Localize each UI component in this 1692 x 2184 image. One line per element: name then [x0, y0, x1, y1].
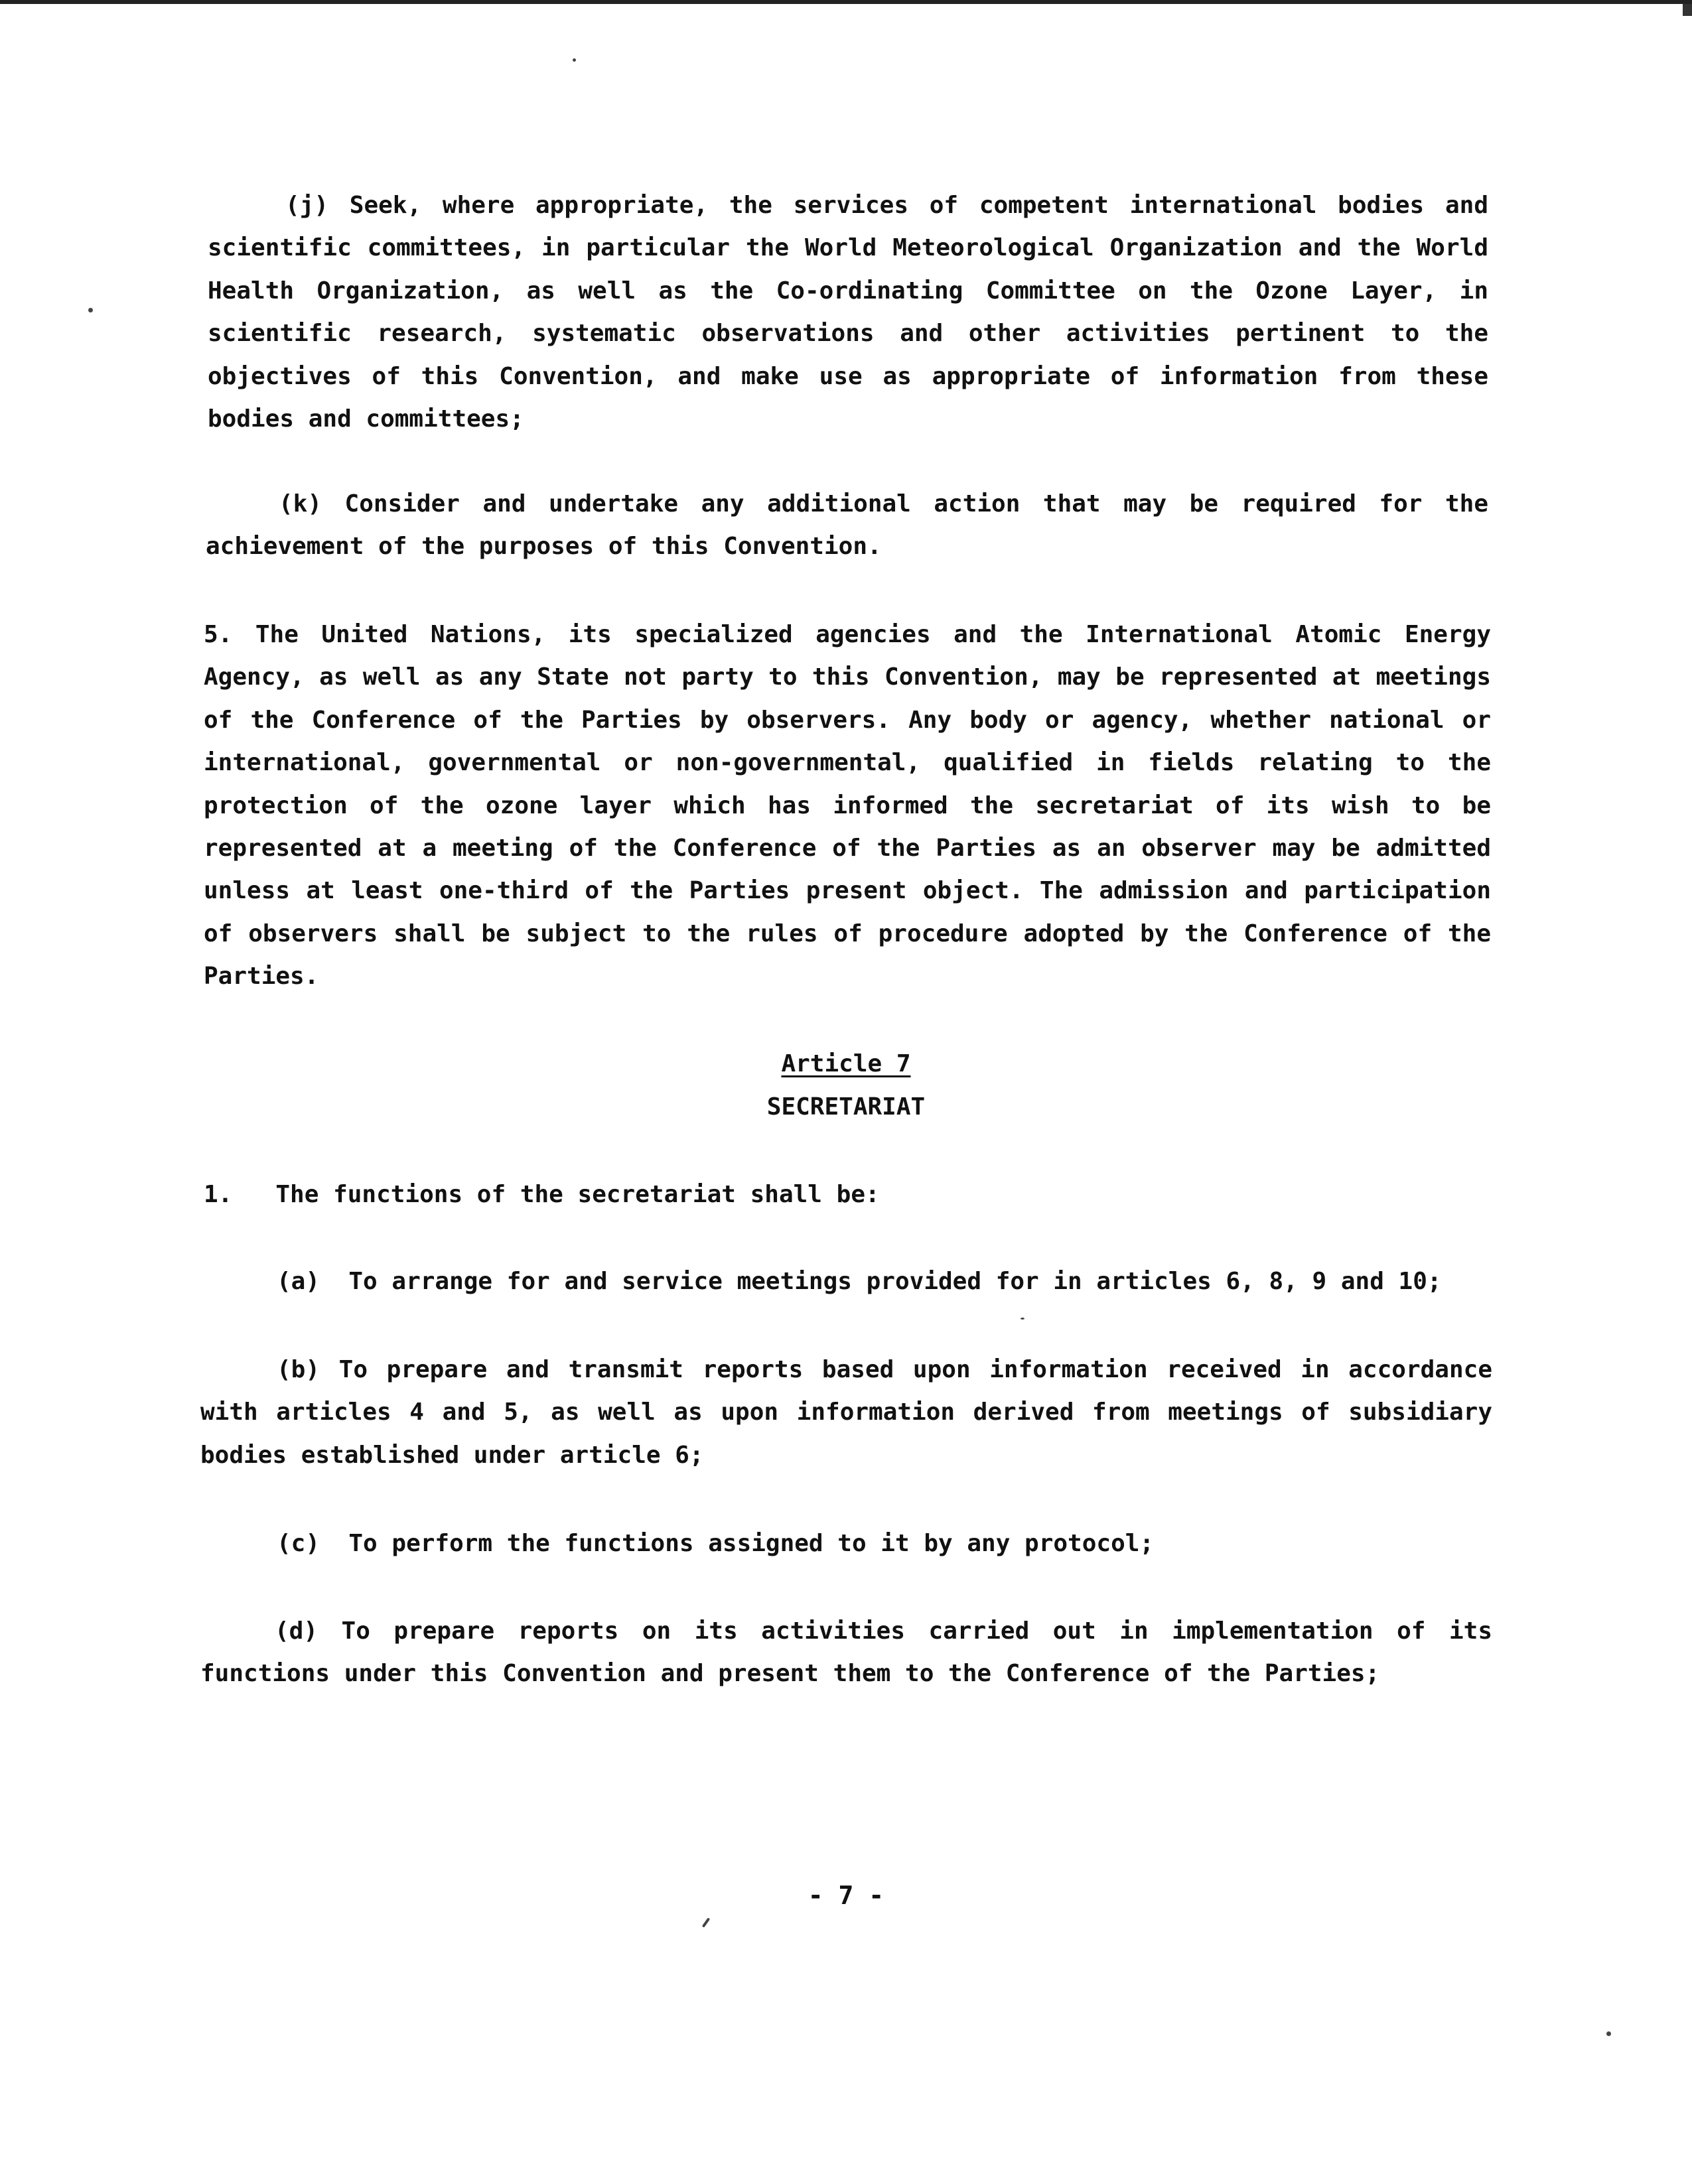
article-heading [0, 1043, 1692, 1085]
scan-speck [1021, 1318, 1024, 1320]
page-corner-mark [1683, 4, 1692, 16]
scan-speck [88, 308, 93, 312]
scan-speck [1606, 2031, 1611, 2036]
scan-speck [702, 1917, 710, 1927]
item-c: (c) To perform the functions assigned to it by any protocol; [277, 1530, 1155, 1557]
paragraph-k: (k) Consider and undertake any additional action that may be required for the achievement of the purposes of this Convention. [206, 490, 1488, 561]
item-d: (d) To prepare reports on its activities carried out in implementation of its functions under this Convention and present them to the Conference of the Parties; [200, 1617, 1492, 1688]
page-number: - 7 - [808, 1881, 884, 1910]
paragraph-5: 5. The United Nations, its specialized agencies and the International Atomic Energy Agency, as well as any State not party to this Convention, may be represented at meetings of the Conference of the Parties by observers. Any body or agency, whether national or international, governmental or non-governmental, qualified in fields relating to the protection of the ozone layer which has informed the secretariat of its wish to be represented at a meeting of the Conference of the Parties as an observer may be admitted unless at least one-third of the Parties present object. The admission and participation of observers shall be subject to the rules of procedure adopted by the Conference of the Parties. [204, 621, 1491, 990]
paragraph-1: 1. The functions of the secretariat shall be: [204, 1181, 880, 1208]
article-subtitle: SECRETARIAT [766, 1093, 926, 1121]
paragraph-j: (j) Seek, where appropriate, the services of competent international bodies and scientific committees, in particular the World Meteorological Organization and the World Health Organization, as well as the Co-ordinating Committee on the Ozone Layer, in scientific research, systematic observations and other activities pertinent to the objectives of this Convention, and make use as appropriate of information from these bodies and committees; [208, 192, 1488, 433]
page-top-edge [0, 0, 1692, 4]
scan-speck [573, 58, 576, 62]
article-title: Article 7 [781, 1050, 911, 1077]
item-b: (b) To prepare and transmit reports based upon information received in accordance with articles 4 and 5, as well as upon information derived from meetings of subsidiary bodies established under article 6; [200, 1356, 1492, 1469]
item-a: (a) To arrange for and service meetings provided for in articles 6, 8, 9 and 10; [277, 1268, 1442, 1295]
